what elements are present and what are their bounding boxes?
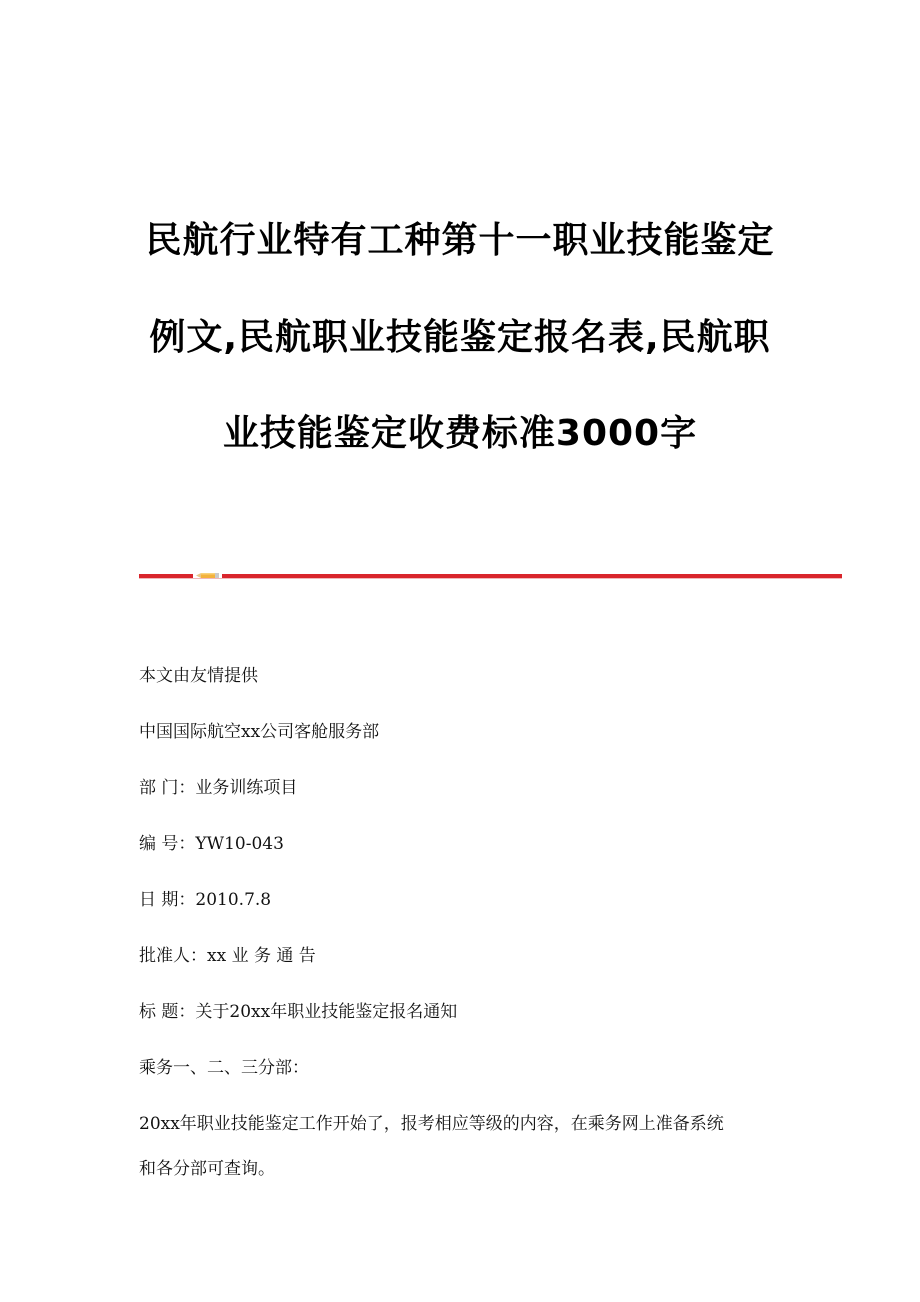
date-line: 日 期：2010.7.8 <box>139 890 272 910</box>
divider-shadow <box>139 578 842 579</box>
organization-line: 中国国际航空xx公司客舱服务部 <box>139 722 380 742</box>
body-paragraph-line-2: 和各分部可查询。 <box>139 1159 275 1179</box>
source-line: 本文由友情提供 <box>139 666 258 686</box>
document-title-line-1: 民航行业特有工种第十一职业技能鉴定 <box>145 220 775 261</box>
document-title-line-2: 例文,民航职业技能鉴定报名表,民航职 <box>149 317 771 358</box>
department-line: 部 门：业务训练项目 <box>139 778 298 798</box>
body-paragraph-line-1: 20xx年职业技能鉴定工作开始了，报考相应等级的内容，在乘务网上准备系统 <box>139 1114 724 1134</box>
recipients-line: 乘务一、二、三分部： <box>139 1058 309 1078</box>
approver-line: 批准人：xx 业 务 通 告 <box>139 946 316 966</box>
subject-line: 标 题：关于20xx年职业技能鉴定报名通知 <box>139 1002 458 1022</box>
number-line: 编 号：YW10-043 <box>139 834 284 854</box>
document-title-line-3: 业技能鉴定收费标准3000字 <box>222 413 698 454</box>
